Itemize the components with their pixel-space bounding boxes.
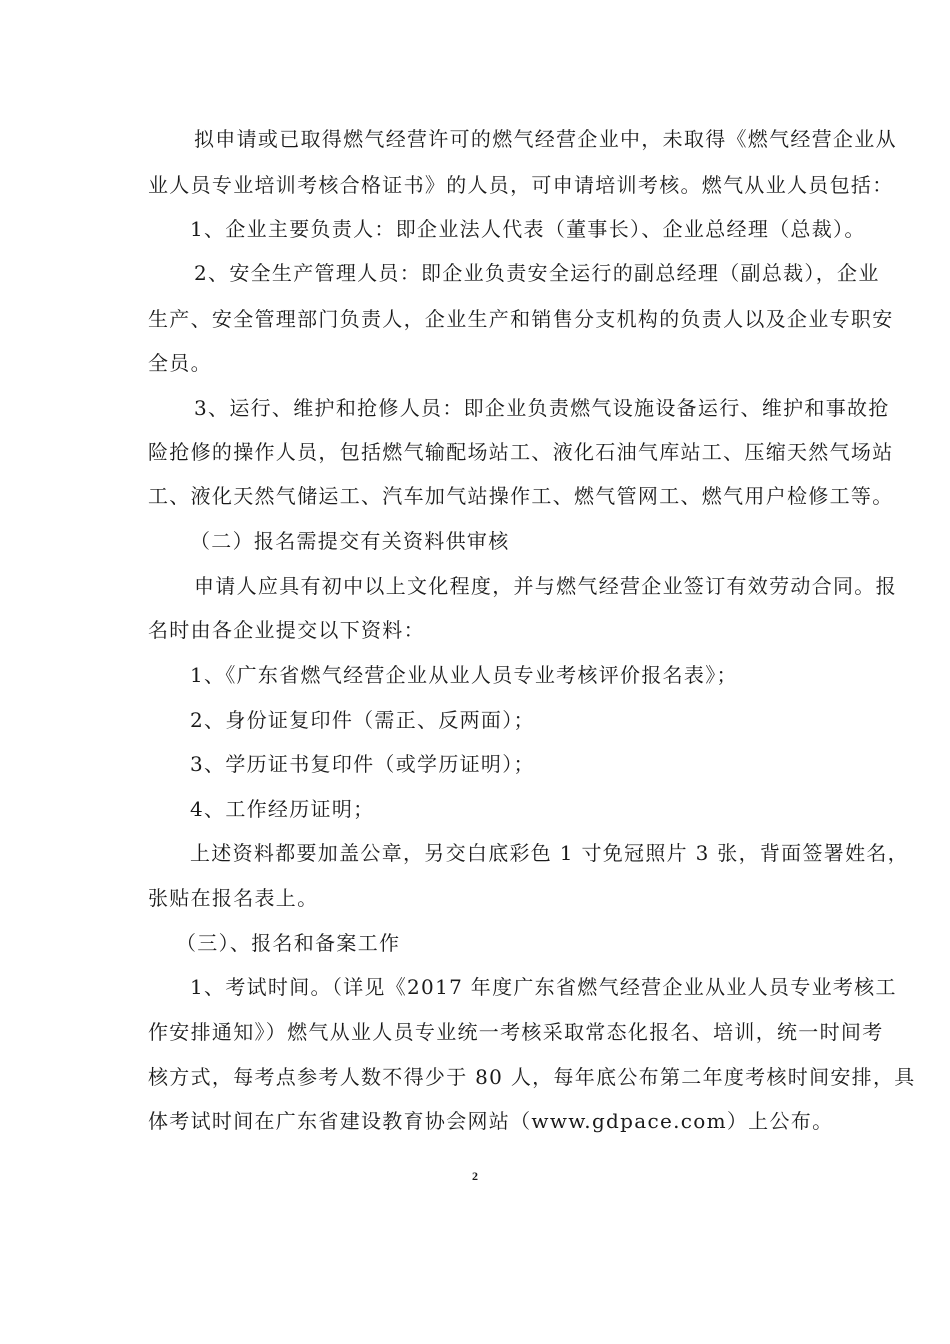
paragraph-line: 业人员专业培训考核合格证书》的人员，可申请培训考核。燃气从业人员包括： — [148, 173, 894, 197]
paragraph-line: 险抢修的操作人员，包括燃气输配场站工、液化石油气库站工、压缩天然气场站 — [148, 440, 894, 464]
page-number: 2 — [472, 1169, 478, 1183]
paragraph-line: 工、液化天然气储运工、汽车加气站操作工、燃气管网工、燃气用户检修工等。 — [148, 484, 894, 508]
paragraph-line: 申请人应具有初中以上文化程度，并与燃气经营企业签订有效劳动合同。报 — [194, 574, 897, 598]
paragraph-line: 张贴在报名表上。 — [148, 886, 319, 910]
paragraph-line: 上述资料都要加盖公章，另交白底彩色 1 寸免冠照片 3 张，背面签署姓名， — [190, 841, 909, 865]
paragraph-line: 名时由各企业提交以下资料： — [148, 618, 425, 642]
list-item: 1、《广东省燃气经营企业从业人员专业考核评价报名表》； — [190, 663, 738, 687]
list-item: 4、工作经历证明； — [190, 797, 375, 821]
list-item: 3、学历证书复印件（或学历证明）； — [190, 752, 535, 776]
paragraph-line: 全员。 — [148, 351, 212, 375]
list-item: 2、身份证复印件（需正、反两面）； — [190, 708, 535, 732]
list-item: 3、运行、维护和抢修人员：即企业负责燃气设施设备运行、维护和事故抢 — [194, 396, 890, 420]
paragraph-line: 作安排通知》）燃气从业人员专业统一考核采取常态化报名、培训，统一时间考 — [148, 1020, 884, 1044]
paragraph-line: 体考试时间在广东省建设教育协会网站（www.gdpace.com）上公布。 — [148, 1109, 834, 1133]
paragraph-line: 拟申请或已取得燃气经营许可的燃气经营企业中，未取得《燃气经营企业从 — [194, 127, 897, 151]
list-item: 1、企业主要负责人：即企业法人代表（董事长）、企业总经理（总裁）。 — [190, 217, 866, 241]
list-item: 1、考试时间。（详见《2017 年度广东省燃气经营企业从业人员专业考核工 — [190, 975, 897, 999]
paragraph-line: 生产、安全管理部门负责人，企业生产和销售分支机构的负责人以及企业专职安 — [148, 307, 894, 331]
list-item: 2、安全生产管理人员：即企业负责安全运行的副总经理（副总裁），企业 — [194, 261, 880, 285]
section-heading: （二）报名需提交有关资料供审核 — [190, 529, 510, 553]
paragraph-line: 核方式，每考点参考人数不得少于 80 人，每年底公布第二年度考核时间安排，具 — [148, 1065, 916, 1089]
section-heading: （三）、报名和备案工作 — [176, 931, 401, 955]
